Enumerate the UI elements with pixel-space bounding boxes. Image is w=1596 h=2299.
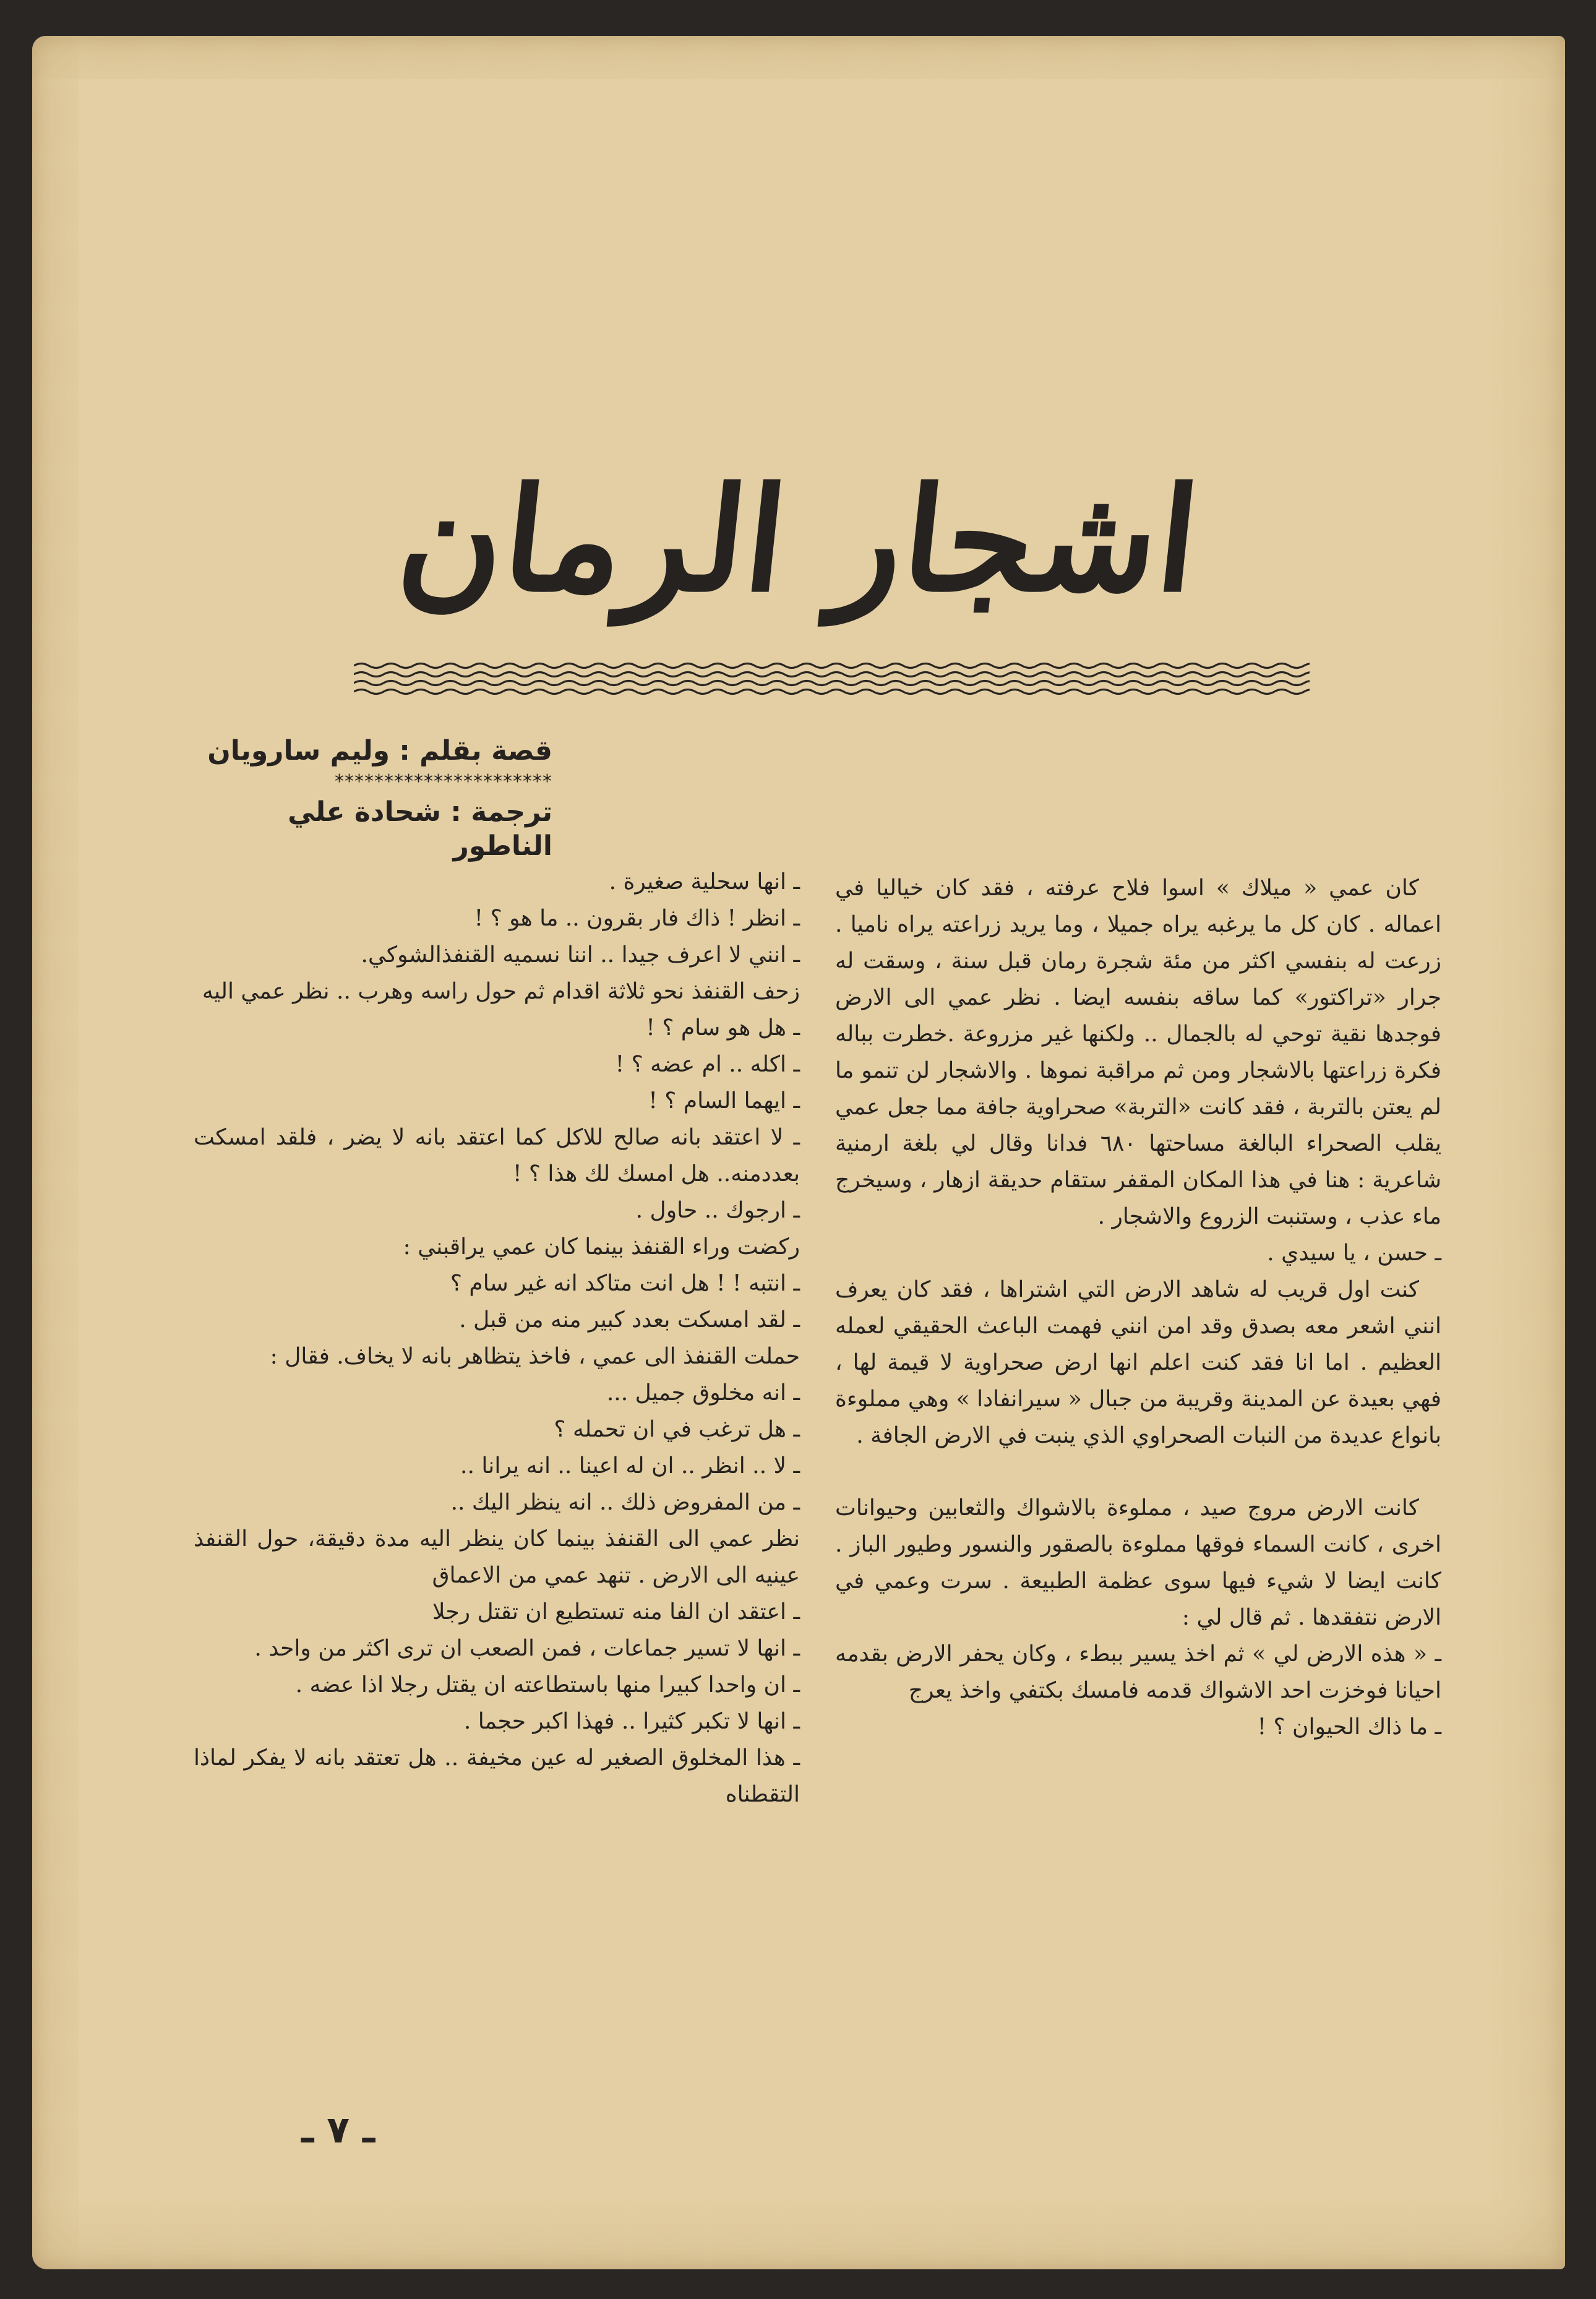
paragraph: ـ هل ترغب في ان تحمله ؟ xyxy=(554,1417,800,1442)
paragraph: ـ انتبه ! ! هل انت متاكد انه غير سام ؟ xyxy=(450,1271,800,1296)
paragraph: ـ حسن ، يا سيدي . xyxy=(1267,1240,1441,1266)
paragraph: كنت اول قريب له شاهد الارض التي اشتراها ، فقد كان يعرف انني اشعر معه بصدق وقد امن انني فهمت الباعث الحقيقي لعمله العظيم . اما انا فقد كنت اعلم انها ارض صحراوية لا قيمة لها ، فهي بعيدة عن المدينة وقريبة من جبال « سيرانفادا » وهي مملوءة بانواع عديدة من النبات الصحراوي الذي ينبت في الارض الجافة . xyxy=(835,1277,1441,1448)
paragraph: ـ اكله .. ام عضه ؟ ! xyxy=(615,1052,800,1077)
text-column-left xyxy=(194,864,800,1813)
paragraph: ـ ان واحدا كبيرا منها باستطاعته ان يقتل رجلا اذا عضه . xyxy=(295,1672,800,1698)
paragraph: ـ لقد امسكت بعدد كبير منه من قبل . xyxy=(459,1307,800,1333)
paragraph: ـ اعتقد ان الفا منه تستطيع ان تقتل رجلا xyxy=(432,1599,800,1625)
paragraph: كانت الارض مروج صيد ، مملوءة بالاشواك والثعابين وحيوانات اخرى ، كانت السماء فوقها مملوءة بالصقور والنسور وطيور الباز . كانت ايضا لا شيء فيها سوى عظمة الطبيعة . سرت وعمي في الارض نتفقدها . ثم قال لي : xyxy=(835,1495,1442,1630)
paragraph: ـ انها لا تكبر كثيرا .. فهذا اكبر حجما . xyxy=(463,1709,800,1734)
paragraph: ـ انني لا اعرف جيدا .. اننا نسميه القنفذالشوكي. xyxy=(361,942,800,968)
paragraph: ـ هذا المخلوق الصغير له عين مخيفة .. هل تعتقد بانه لا يفكر لماذا التقطناه xyxy=(194,1745,800,1807)
paragraph: ـ انها لا تسير جماعات ، فمن الصعب ان ترى اكثر من واحد . xyxy=(254,1636,800,1661)
paragraph: حملت القنفذ الى عمي ، فاخذ يتظاهر بانه لا يخاف. فقال : xyxy=(270,1344,800,1369)
paragraph: ـ ايهما السام ؟ ! xyxy=(648,1088,800,1114)
paragraph: كان عمي « ميلاك » اسوا فلاح عرفته ، فقد كان خياليا في اعماله . كان كل ما يرغبه يراه جميلا ، وما يريد زراعته يراه ناميا . زرعت له بنفسي اكثر من مئة شجرة رمان قبل سنة ، وسقت له جرار «تراكتور» كما ساقه بنفسه ايضا . نظر عمي الى الارض فوجدها نقية توحي له بالجمال .. ولكنها غير مزروعة .خطرت بباله فكرة زراعتها بالاشجار ومن ثم مراقبة نموها . والاشجار لن تنمو ما لم يعتن بالتربة ، فقد كانت «التربة» صحراوية جافة مما جعل عمي يقلب الصحراء البالغة مساحتها ٦٨٠ فدانا وقال لي بلغة ارمنية شاعرية : هنا في هذا المكان المقفر ستقام حديقة ازهار ، وسيخرج ماء عذب ، وستنبت الزروع والاشجار . xyxy=(835,875,1442,1229)
paragraph: نظر عمي الى القنفذ بينما كان ينظر اليه مدة دقيقة، حول القنفذ عينيه الى الارض . تنهد عمي من الاعماق xyxy=(194,1526,800,1588)
paragraph: ـ انظر ! ذاك فار بقرون .. ما هو ؟ ! xyxy=(474,906,800,931)
paragraph: ـ ما ذاك الحيوان ؟ ! xyxy=(1257,1714,1441,1740)
decorative-wave-rule xyxy=(354,661,1310,703)
page-title: اشجار الرمان xyxy=(391,457,1206,624)
paragraph: ـ لا اعتقد بانه صالح للاكل كما اعتقد بانه لا يضر ، فلقد امسكت بعددمنه.. هل امسك لك هذا ؟ ! xyxy=(194,1125,800,1187)
paragraph: ـ انه مخلوق جميل ... xyxy=(606,1380,800,1406)
paragraph: زحف القنفذ نحو ثلاثة اقدام ثم حول راسه وهرب .. نظر عمي اليه xyxy=(202,979,800,1004)
paragraph: ـ لا .. انظر .. ان له اعينا .. انه يرانا .. xyxy=(460,1453,800,1479)
paragraph: ـ هل هو سام ؟ ! xyxy=(646,1015,800,1041)
text-column-right xyxy=(835,870,1441,1745)
byline xyxy=(206,734,552,863)
stars-divider: ********************** xyxy=(335,771,552,793)
translator-line: ترجمة : شحادة علي الناطور xyxy=(288,796,552,862)
paragraph: ـ من المفروض ذلك .. انه ينظر اليك .. xyxy=(450,1490,800,1515)
paragraph: ـ ارجوك .. حاول . xyxy=(635,1198,800,1223)
paragraph: ـ انها سحلية صغيرة . xyxy=(609,869,800,895)
paragraph: ـ « هذه الارض لي » ثم اخذ يسير ببطء ، وكان يحفر الارض بقدمه احيانا فوخزت احد الاشواك قدمه فامسك بكتفي واخذ يعرج xyxy=(835,1641,1441,1703)
page-number: ـ ٧ ـ xyxy=(301,2108,375,2152)
author-line: قصة بقلم : وليم سارويان xyxy=(207,735,552,767)
magazine-page xyxy=(32,36,1565,2269)
paragraph: ركضت وراء القنفذ بينما كان عمي يراقبني : xyxy=(403,1234,800,1260)
